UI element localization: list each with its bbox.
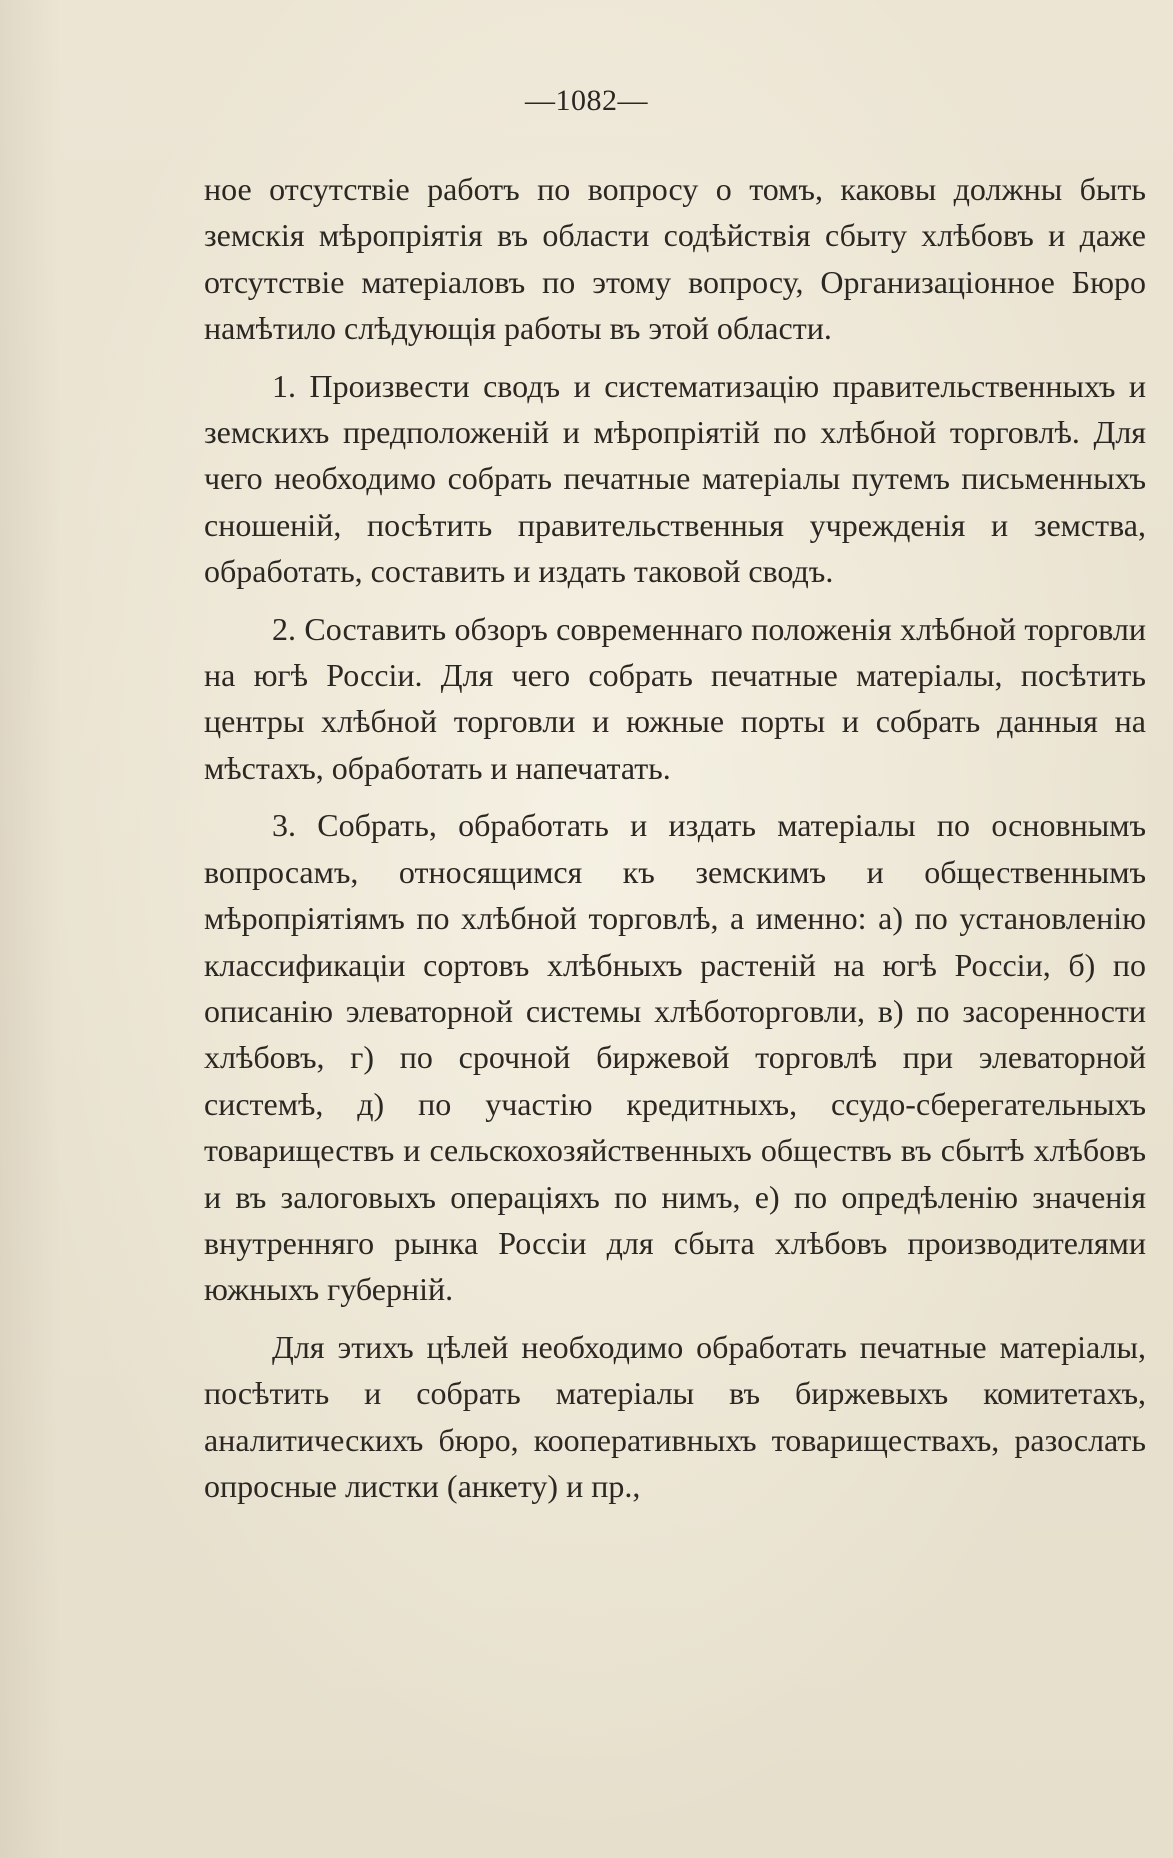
body-text bbox=[204, 166, 1146, 1520]
paragraph-item-1: 1. Произвести сводъ и систематизацію правительственныхъ и земскихъ предположеній и мѣропріятій по хлѣбной торговлѣ. Для чего необходимо собрать печатные матеріалы путемъ письменныхъ сношеній, посѣтить правительственныя учрежденія и земства, обработать, составить и издать таковой сводъ. bbox=[204, 367, 1146, 590]
page-edge-shadow bbox=[0, 0, 60, 1858]
paragraph-item-2: 2. Составить обзоръ современнаго положенія хлѣбной торговли на югѣ Россіи. Для чего собрать печатные матеріалы, посѣтить центры хлѣбной торговли и южные порты и собрать данныя на мѣстахъ, обработать и напечатать. bbox=[204, 610, 1146, 786]
page-number: —1082— bbox=[525, 84, 648, 117]
paragraph-item-3: 3. Собрать, обработать и издать матеріалы по основнымъ вопросамъ, относящимся къ земскимъ и общественнымъ мѣропріятіямъ по хлѣбной торговлѣ, а именно: а) по установленію классификаціи сортовъ хлѣбныхъ растеній на югѣ Россіи, б) по описанію элеваторной системы хлѣботорговли, в) по засоренности хлѣбовъ, г) по срочной биржевой торговлѣ при элеваторной системѣ, д) по участію кредитныхъ, ссудо-сберегательныхъ товариществъ и сельскохозяйственныхъ обществъ въ сбытѣ хлѣбовъ и въ залоговыхъ операціяхъ по нимъ, е) по опредѣленію значенія внутренняго рынка Россіи для сбыта хлѣбовъ производителями южныхъ губерній. bbox=[204, 807, 1146, 1308]
paragraph-continuation: ное отсутствіе работъ по вопросу о томъ, каковы должны быть земскія мѣропріятія въ области содѣйствія сбыту хлѣбовъ и даже отсутствіе матеріаловъ по этому вопросу, Организаціонное Бюро намѣтило слѣдующія работы въ этой области. bbox=[204, 171, 1146, 347]
paragraph-closing: Для этихъ цѣлей необходимо обработать печатные матеріалы, посѣтить и собрать матеріалы въ биржевыхъ комитетахъ, аналитическихъ бюро, кооперативныхъ товариществахъ, разослать опросные листки (анкету) и пр., bbox=[204, 1328, 1146, 1504]
